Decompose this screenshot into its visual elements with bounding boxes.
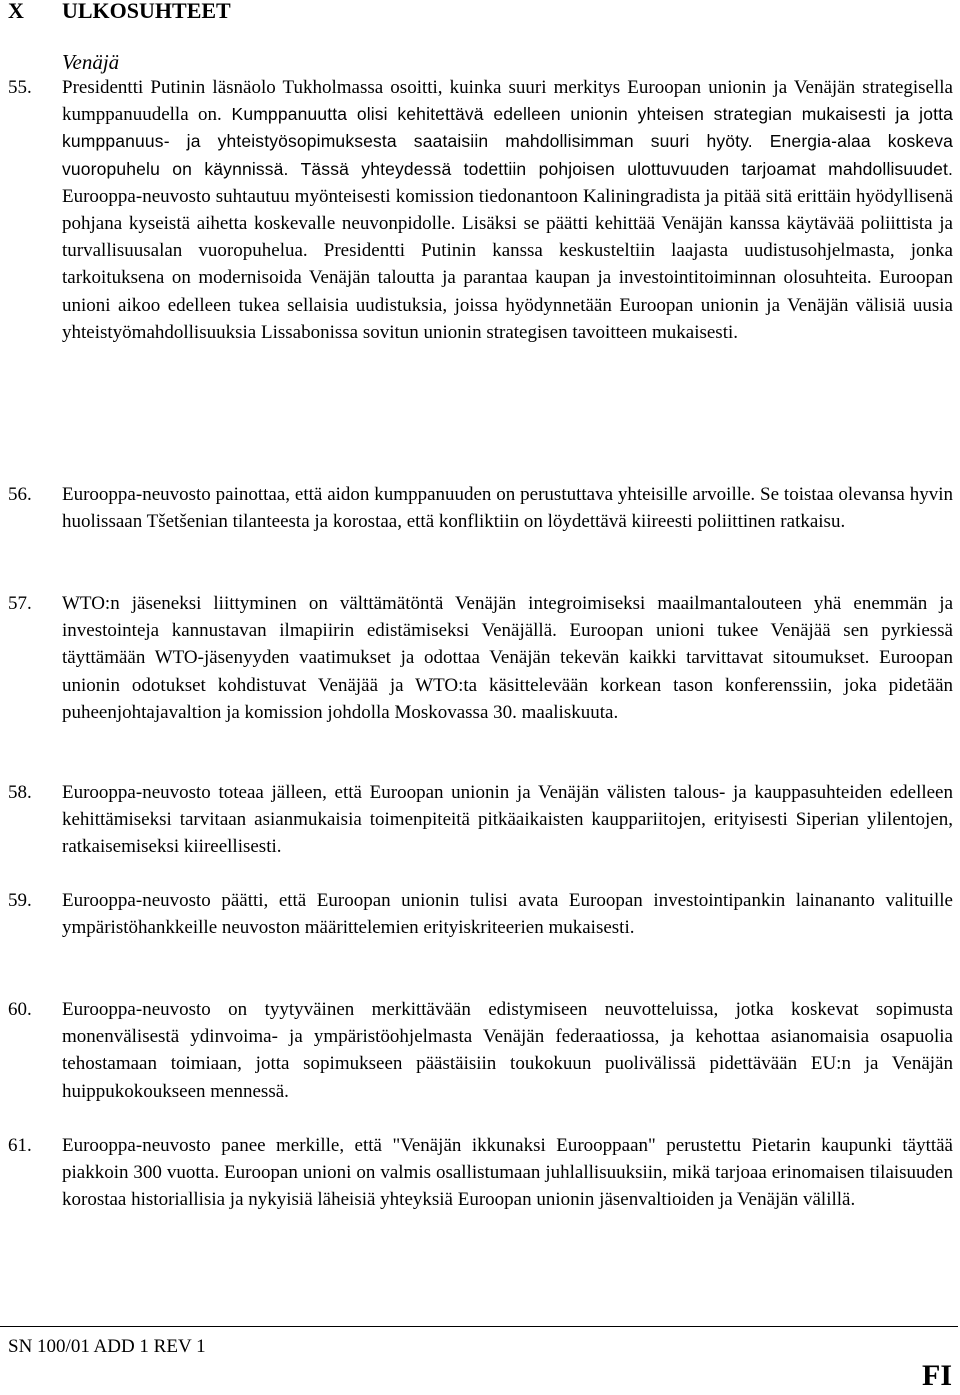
subheading: Venäjä (62, 50, 120, 74)
paragraph-number: 59. (8, 890, 32, 911)
language-code: FI (922, 1359, 952, 1392)
paragraph-text-sans: Kumppanuutta olisi kehitettävä edelleen unionin yhteisen strategian mukaisesti ja jotta kumppanuus- ja yhteistyösopimuksesta saataisiin mahdollisimman suuri hyöty. Energia-alaa koskeva vuoropuhelu on käynnissä. Tässä yhteydessä todettiin pohjoisen ulottuvuuden tarjoamat mahdollisuudet. (62, 104, 953, 179)
paragraph-number: 55. (8, 77, 32, 98)
paragraph-56 (8, 481, 953, 535)
paragraph-58 (8, 779, 953, 861)
paragraph-number: 61. (8, 1135, 32, 1156)
paragraph-55 (8, 74, 953, 346)
section-title: ULKOSUHTEET (62, 0, 231, 23)
paragraph-text: Eurooppa-neuvosto päätti, että Euroopan unionin tulisi avata Euroopan investointipankin lainananto valituille ympäristöhankkeille neuvoston määrittelemien erityiskriteerien mukaisesti. (62, 890, 953, 939)
paragraph-57 (8, 590, 953, 726)
document-reference: SN 100/01 ADD 1 REV 1 (8, 1336, 206, 1357)
section-number: X (8, 0, 24, 23)
paragraph-number: 60. (8, 999, 32, 1020)
paragraph-text: Eurooppa-neuvosto painottaa, että aidon kumppanuuden on perustuttava yhteisille arvoille. Se toistaa olevansa hyvin huolissaan Tšetšenian tilanteesta ja korostaa, että konfliktiin on löydettävä kiireesti poliittinen ratkaisu. (62, 484, 953, 533)
paragraph-text: Eurooppa-neuvosto panee merkille, että "Venäjän ikkunaksi Eurooppaan" perustettu Pietarin kaupunki täyttää piakkoin 300 vuotta. Euroopan unioni on valmis osallistumaan juhlallisuuksiin, mikä tarjoaa erinomaisen tilaisuuden korostaa historiallisia ja nykyisiä läheisiä yhteyksiä Euroopan unionin jäsenvaltioiden ja Venäjän välillä. (62, 1135, 953, 1211)
paragraph-59 (8, 887, 953, 941)
paragraph-text: WTO:n jäseneksi liittyminen on välttämätöntä Venäjän integroimiseksi maailmantalouteen yhä enemmän ja investointeja kannustavan ilmapiirin edistämiseksi Venäjällä. Euroopan unioni tukee Venäjää sen pyrkiessä täyttämään WTO-jäsenyyden vaatimukset ja odottaa Venäjän tekevän kaikki tarvittavat sitoumukset. Euroopan unionin odotukset kohdistuvat Venäjää ja WTO:ta käsittelevään korkean tason konferenssiin, joka pidetään puheenjohtajavaltion ja komission johdolla Moskovassa 30. maaliskuuta. (62, 593, 953, 723)
paragraph-number: 57. (8, 593, 32, 614)
paragraph-text: Eurooppa-neuvosto toteaa jälleen, että Euroopan unionin ja Venäjän välisten talous- ja kauppasuhteiden edelleen kehittämiseksi tarvitaan asianmukaisia toimenpiteitä pitkäaikaisten kauppariitojen, erityisesti Siperian ylilentojen, ratkaisemiseksi kiireellisesti. (62, 782, 953, 858)
paragraph-text: Eurooppa-neuvosto on tyytyväinen merkittävään edistymiseen neuvotteluissa, jotka koskevat sopimusta monenvälisestä ydinvoima- ja ympäristöohjelmasta Venäjän federaatiossa, ja kehottaa asianomaisia osapuolia tehostamaan toimiaan, jotta sopimukseen päästäisiin toukokuun puolivälissä pidettävään EU:n ja Venäjän huippukokoukseen mennessä. (62, 999, 953, 1102)
section-heading (8, 0, 231, 25)
paragraph-text-serif: Presidentti Putinin läsnäolo Tukholmassa osoitti, kuinka suuri merkitys Euroopan unionin ja Venäjän strategisella kumppanuudella on. (62, 77, 953, 126)
paragraph-text-tail: Eurooppa-neuvosto suhtautuu myönteisesti komission tiedonantoon Kaliningradista ja pitää sitä erittäin hyödyllisenä pohjana kyseistä aihetta koskevalle neuvonpidolle. Lisäksi se päätti kehittää Venäjän kanssa käytävää poliittista ja turvallisuusalan vuoropuhelua. Presidentti Putinin kanssa keskusteltiin laajasta uudistusohjelmasta, jonka tarkoituksena on modernisoida Venäjän taloutta ja parantaa kaupan ja investointitoiminnan olosuhteita. Euroopan unioni aikoo edelleen tukea sellaisia uudistuksia, joissa hyödynnetään Euroopan unionin ja Venäjän välisiä uusia yhteistyömahdollisuuksia Lissabonissa sovitun unionin strategisen tavoitteen mukaisesti. (62, 185, 953, 343)
paragraph-60 (8, 996, 953, 1105)
paragraph-number: 58. (8, 782, 32, 803)
paragraph-61 (8, 1132, 953, 1214)
paragraph-number: 56. (8, 484, 32, 505)
footer-divider (0, 1326, 958, 1327)
paragraph-text (62, 74, 953, 346)
